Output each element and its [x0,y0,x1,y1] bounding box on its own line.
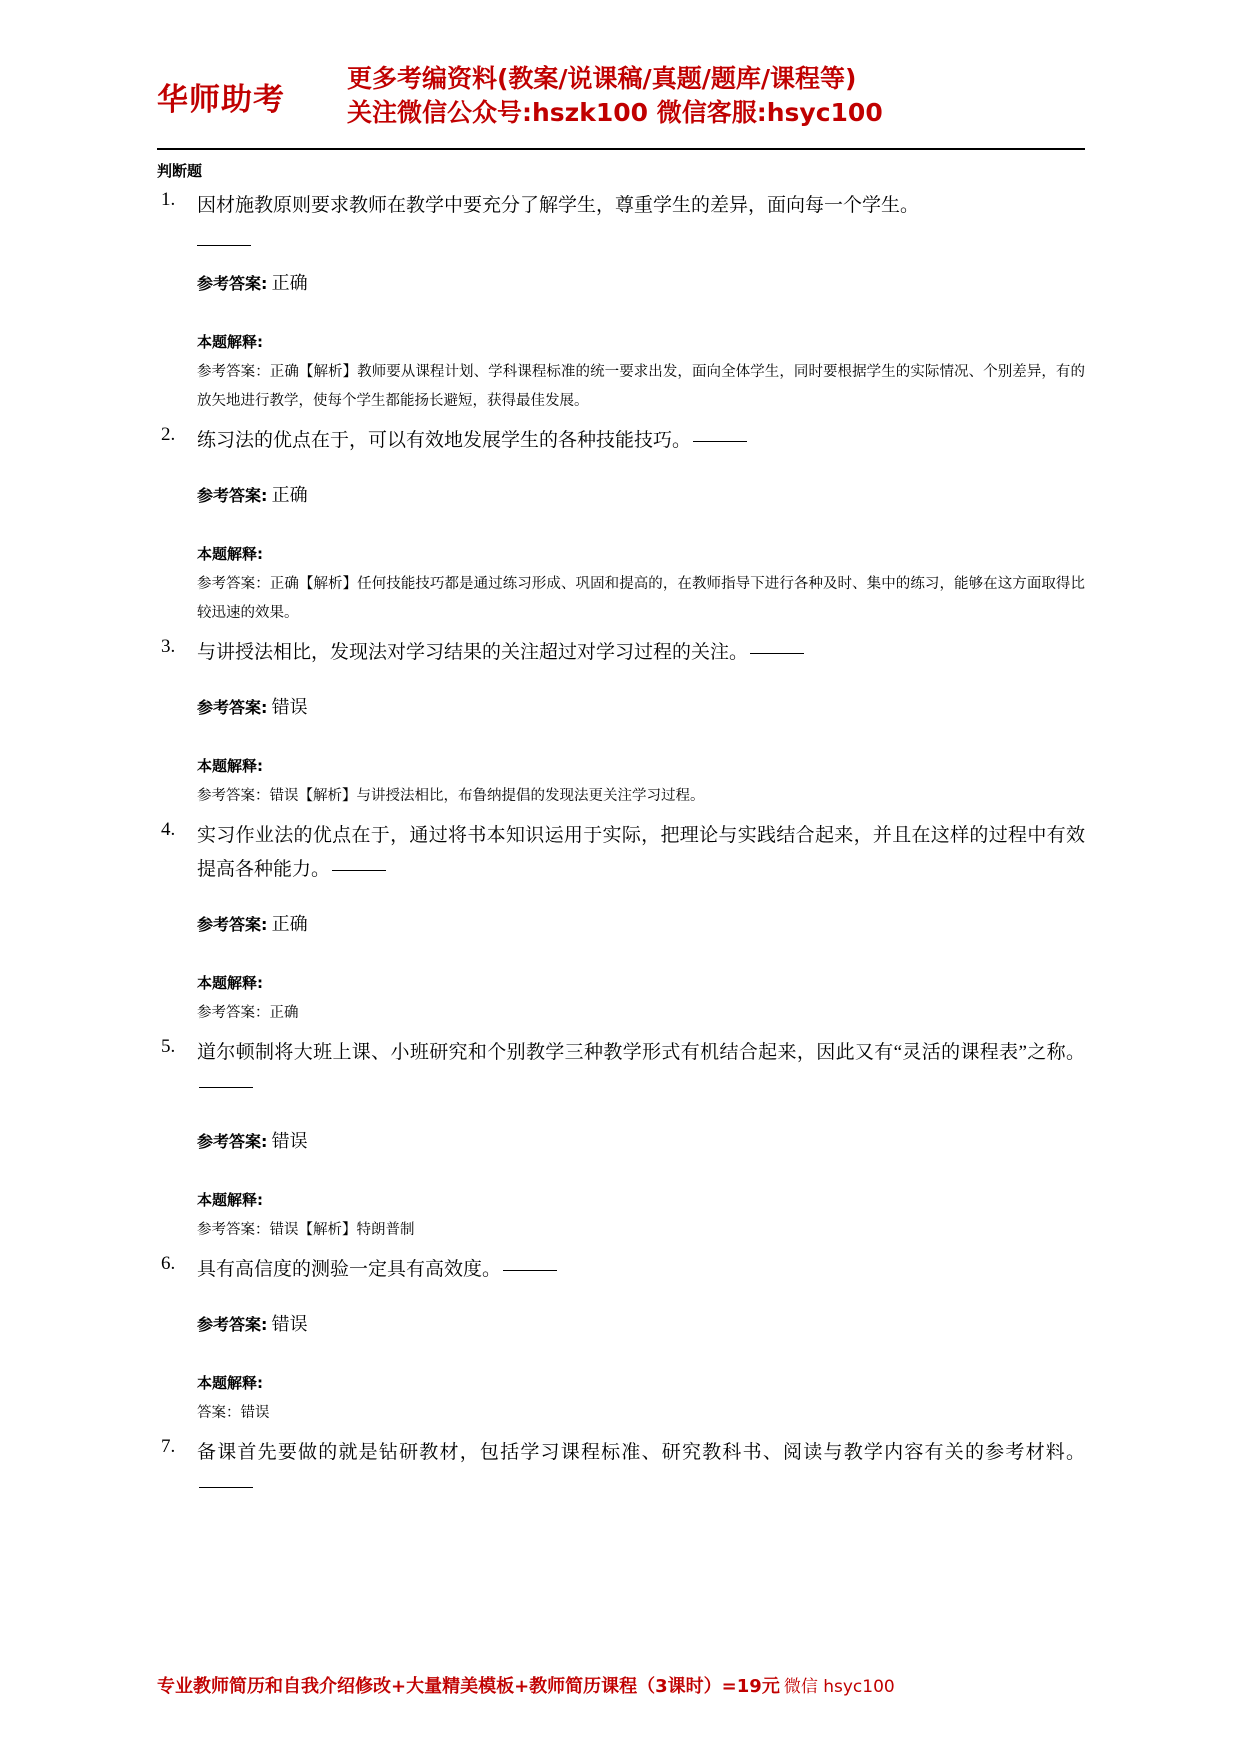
answer-row [197,694,1085,721]
document-content [157,160,1085,1506]
answer-value: 错误 [271,1131,308,1151]
question-item [157,424,1085,458]
footer-wechat-text: 微信 hsyc100 [783,1677,895,1697]
answer-row [197,1311,1085,1338]
explanation-text: 答案：错误 [197,1405,270,1421]
question-number: 2. [161,424,176,445]
question-number: 5. [161,1036,176,1057]
answer-row [197,911,1085,938]
question-text: 道尔顿制将大班上课、小班研究和个别教学三种教学形式有机结合起来，因此又有“灵活的课程表”之称。 [197,1042,1085,1063]
header-divider [157,148,1085,150]
question-number: 3. [161,636,176,657]
footer-main-text: 专业教师简历和自我介绍修改+大量精美模板+教师简历课程（3课时）=19元 [157,1676,780,1697]
question-text: 练习法的优点在于，可以有效地发展学生的各种技能技巧。 [197,430,692,451]
answer-blank [750,653,804,654]
question-text: 与讲授法相比，发现法对学习结果的关注超过对学习过程的关注。 [197,642,749,663]
answer-value: 正确 [271,273,308,293]
answer-row [197,270,1085,297]
answer-label: 参考答案: [197,1132,268,1151]
section-title: 判断题 [157,162,203,180]
explanation-label: 本题解释: [197,1191,263,1209]
answer-blank [199,1487,253,1488]
answer-row [197,482,1085,509]
explanation-label: 本题解释: [197,974,263,992]
promo-banner [157,62,937,144]
explanation-text: 参考答案：错误【解析】与讲授法相比，布鲁纳提倡的发现法更关注学习过程。 [197,788,705,804]
answer-blank [503,1270,557,1271]
question-item [157,1436,1085,1504]
answer-label: 参考答案: [197,698,268,717]
question-text: 备课首先要做的就是钻研教材，包括学习课程标准、研究教科书、阅读与教学内容有关的参考材料。 [197,1442,1085,1463]
answer-blank [332,870,386,871]
question-number: 1. [161,189,176,210]
question-item [157,1253,1085,1287]
question-item [157,636,1085,670]
answer-value: 正确 [271,914,308,934]
question-number: 4. [161,819,176,840]
explanation-label: 本题解释: [197,545,263,563]
explanation-text: 参考答案：正确 [197,1005,299,1021]
question-number: 7. [161,1436,176,1457]
explanation-label: 本题解释: [197,757,263,775]
banner-line-1: 更多考编资料(教案/说课稿/真题/题库/课程等) [347,64,857,93]
answer-blank [199,1087,253,1088]
answer-blank [693,441,747,442]
answer-label: 参考答案: [197,486,268,505]
question-number: 6. [161,1253,176,1274]
question-text: 因材施教原则要求教师在教学中要充分了解学生，尊重学生的差异，面向每一个学生。 [197,195,920,216]
answer-blank [197,245,251,246]
answer-row [197,1128,1085,1155]
explanation-text: 参考答案：正确【解析】教师要从课程计划、学科课程标准的统一要求出发，面向全体学生，同时要根据学生的实际情况、个别差异，有的放矢地进行教学，使每个学生都能扬长避短，获得最佳发展。 [197,364,1085,409]
question-text: 具有高信度的测验一定具有高效度。 [197,1259,502,1280]
answer-value: 错误 [271,697,308,717]
banner-line-2: 关注微信公众号:hszk100 微信客服:hsyc100 [347,98,883,127]
answer-value: 正确 [271,485,308,505]
explanation-label: 本题解释: [197,1374,263,1392]
question-item [157,1036,1085,1104]
answer-label: 参考答案: [197,915,268,934]
explanation-label: 本题解释: [197,333,263,351]
question-item [157,819,1085,887]
answer-value: 错误 [271,1314,308,1334]
answer-label: 参考答案: [197,1315,268,1334]
answer-label: 参考答案: [197,274,268,293]
footer-promo [157,1672,1097,1698]
explanation-text: 参考答案：正确【解析】任何技能技巧都是通过练习形成、巩固和提高的，在教师指导下进行各种及时、集中的练习，能够在这方面取得比较迅速的效果。 [197,576,1085,621]
question-item [157,189,1085,246]
brand-logo: 华师助考 [157,82,285,118]
question-text: 实习作业法的优点在于，通过将书本知识运用于实际，把理论与实践结合起来，并且在这样的过程中有效提高各种能力。 [197,825,1085,880]
explanation-text: 参考答案：错误【解析】特朗普制 [197,1222,415,1238]
banner-text-block [347,62,937,130]
